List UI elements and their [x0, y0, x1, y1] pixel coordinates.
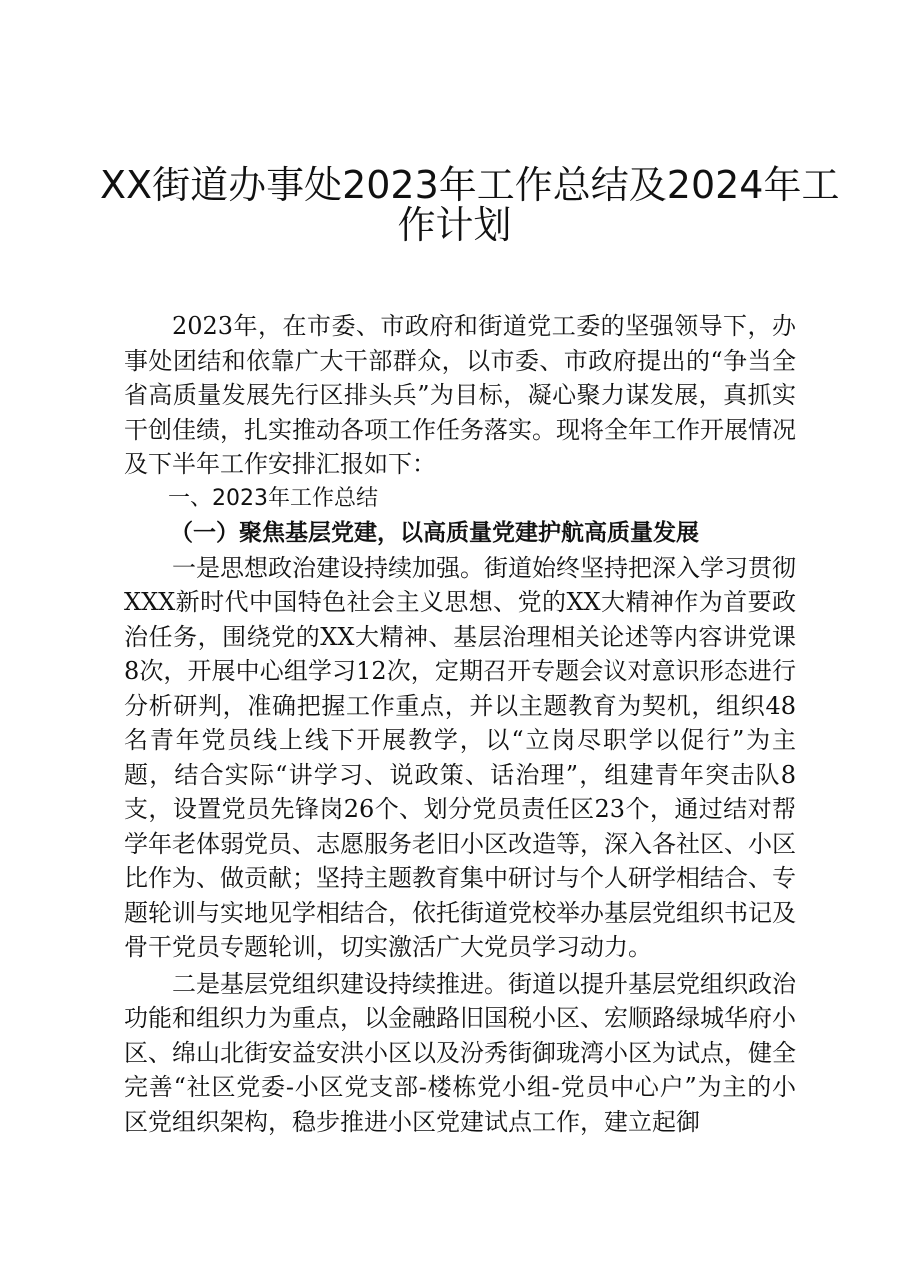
subsection-heading: （一）聚焦基层党建，以高质量党建护航高质量发展 — [170, 519, 699, 546]
section-heading: 一、2023年工作总结 — [168, 485, 378, 511]
document-title-line-2: 作计划 — [397, 203, 512, 247]
document-title-line-1: XX街道办事处2023年工作总结及2024年工 — [100, 163, 840, 207]
intro-paragraph: 2023年，在市委、市政府和街道党工委的坚强领导下，办事处团结和依靠广大干部群众，以市委、市政府提出的“争当全省高质量发展先行区排头兵”为目标，凝心聚力谋发展，真抓实干创佳绩，扎实推动各项工作任务落实。现将全年工作开展情况及下半年工作安排汇报如下： — [124, 312, 796, 478]
body-paragraph-2: 二是基层党组织建设持续推进。街道以提升基层党组织政治功能和组织力为重点，以金融路旧国税小区、宏顺路绿城华府小区、绵山北街安益安洪小区以及汾秀街御珑湾小区为试点，健全完善“社区党委-小区党支部-楼栋党小组-党员中心户”为主的小区党组织架构，稳步推进小区党建试点工作，建立起御 — [124, 969, 796, 1136]
document-body — [124, 309, 796, 1139]
body-paragraph-1: 一是思想政治建设持续加强。街道始终坚持把深入学习贯彻XXX新时代中国特色社会主义思想、党的XX大精神作为首要政治任务，围绕党的XX大精神、基层治理相关论述等内容讲党课8次，开展中心组学习12次，定期召开专题会议对意识形态进行分析研判，准确把握工作重点，并以主题教育为契机，组织48名青年党员线上线下开展教学，以“立岗尽职学以促行”为主题，结合实际“讲学习、说政策、话治理”，组建青年突击队8支，设置党员先锋岗26个、划分党员责任区23个，通过结对帮学年老体弱党员、志愿服务老旧小区改造等，深入各社区、小区比作为、做贡献；坚持主题教育集中研讨与个人研学相结合、专题轮训与实地见学相结合，依托街道党校举办基层党组织书记及骨干党员专题轮训，切实激活广大党员学习动力。 — [124, 553, 796, 961]
